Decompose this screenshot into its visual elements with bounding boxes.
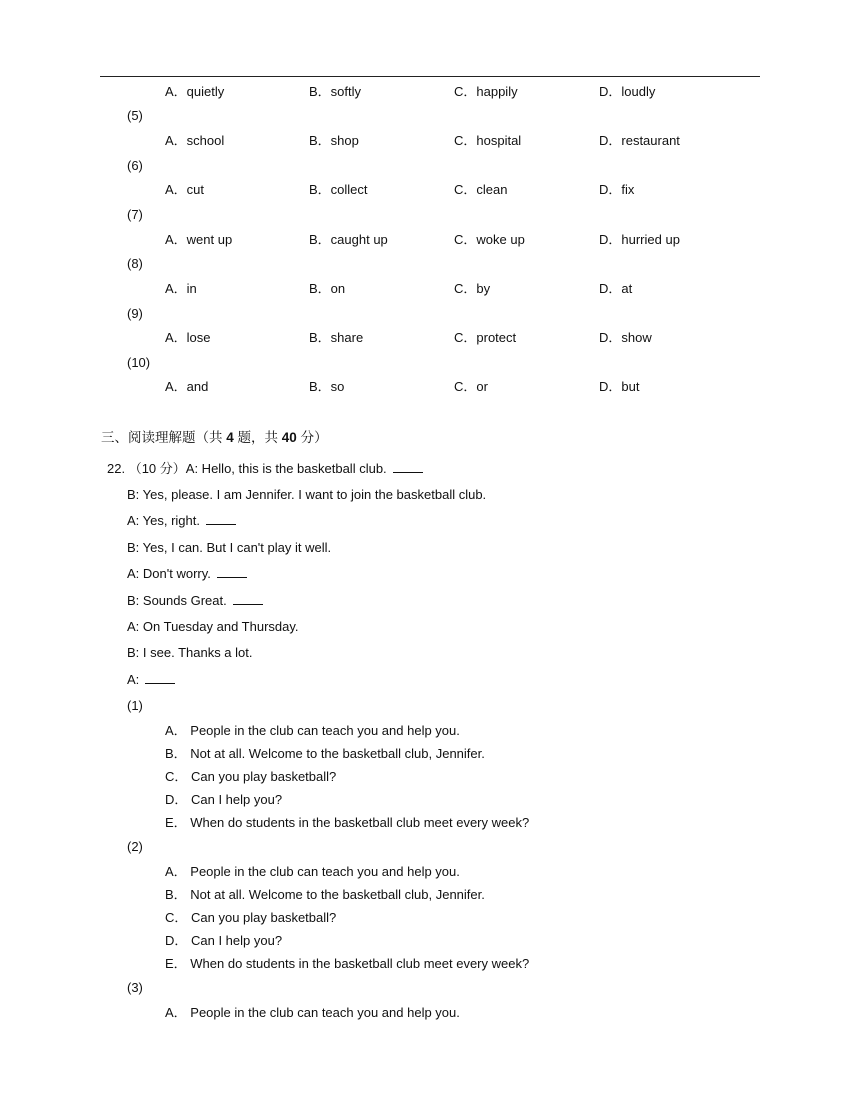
option-row <box>0 329 860 347</box>
option-b[interactable]: B．caught up <box>309 232 388 247</box>
option-b[interactable]: B．softly <box>309 84 362 99</box>
choice-c[interactable]: C． Can you play basketball? <box>165 910 337 925</box>
section-heading <box>101 429 328 447</box>
option-row <box>0 280 860 298</box>
choice-row <box>0 955 860 973</box>
question-number-row <box>0 354 860 372</box>
dialogue-text: A: On Tuesday and Thursday. <box>127 619 299 634</box>
section-question-count: 4 <box>226 430 234 445</box>
option-b[interactable]: B．on <box>309 281 346 296</box>
option-d[interactable]: D．hurried up <box>599 232 680 247</box>
choice-row <box>0 768 860 786</box>
dialogue-line <box>127 512 236 530</box>
option-c[interactable]: C．or <box>454 379 488 394</box>
dialogue-line: A: Hello, this is the basketball club. <box>185 461 387 476</box>
question-number-row <box>0 305 860 323</box>
dialogue-text: A: Don't worry. <box>127 566 211 581</box>
option-d[interactable]: D．fix <box>599 182 635 197</box>
choice-row <box>0 886 860 904</box>
choice-row <box>0 722 860 740</box>
dialogue-text: B: Yes, please. I am Jennifer. I want to join the basketball club. <box>127 487 487 502</box>
question-22-row <box>0 460 860 478</box>
choice-row <box>0 745 860 763</box>
option-c[interactable]: C．by <box>454 281 491 296</box>
header-rule <box>100 76 760 77</box>
subquestion-number-row <box>0 838 860 856</box>
question-score: （10 分） <box>128 461 186 476</box>
option-d[interactable]: D．restaurant <box>599 133 680 148</box>
option-d[interactable]: D．at <box>599 281 633 296</box>
answer-blank[interactable] <box>145 671 175 684</box>
option-row <box>0 378 860 396</box>
answer-blank[interactable] <box>233 592 263 605</box>
choice-d[interactable]: D． Can I help you? <box>165 933 283 948</box>
question-number-row <box>0 255 860 273</box>
section-points: 40 <box>281 430 297 445</box>
option-a[interactable]: A．went up <box>165 232 233 247</box>
question-number-row <box>0 206 860 224</box>
choice-row <box>0 791 860 809</box>
question-number: 22. <box>107 461 126 476</box>
choice-e[interactable]: E． When do students in the basketball club meet every week? <box>165 815 530 830</box>
choice-row <box>0 932 860 950</box>
dialogue-line <box>127 618 299 636</box>
dialogue-text: B: Yes, I can. But I can't play it well. <box>127 540 332 555</box>
choice-b[interactable]: B． Not at all. Welcome to the basketball club, Jennifer. <box>165 887 485 902</box>
question-number: (8) <box>127 256 143 271</box>
dialogue-row <box>0 618 860 636</box>
choice-b[interactable]: B． Not at all. Welcome to the basketball club, Jennifer. <box>165 746 485 761</box>
choice-row <box>0 909 860 927</box>
option-c[interactable]: C．protect <box>454 330 517 345</box>
question-number-row <box>0 157 860 175</box>
dialogue-line <box>127 644 253 662</box>
dialogue-line <box>127 671 175 689</box>
answer-blank[interactable] <box>206 512 236 525</box>
dialogue-text: A: <box>127 672 140 687</box>
question-number-row <box>0 107 860 125</box>
dialogue-row <box>0 565 860 583</box>
dialogue-text: B: Sounds Great. <box>127 593 227 608</box>
question-number: (1) <box>127 698 143 713</box>
option-d[interactable]: D．show <box>599 330 652 345</box>
option-a[interactable]: A．lose <box>165 330 211 345</box>
question-number: (10) <box>127 355 151 370</box>
dialogue-row <box>0 671 860 689</box>
choice-a[interactable]: A． People in the club can teach you and help you. <box>165 1005 460 1020</box>
choice-e[interactable]: E． When do students in the basketball club meet every week? <box>165 956 530 971</box>
option-b[interactable]: B．shop <box>309 133 359 148</box>
dialogue-text: A: Yes, right. <box>127 513 200 528</box>
option-b[interactable]: B．collect <box>309 182 368 197</box>
option-b[interactable]: B．share <box>309 330 364 345</box>
dialogue-text: B: I see. Thanks a lot. <box>127 645 253 660</box>
option-d[interactable]: D．loudly <box>599 84 656 99</box>
answer-blank[interactable] <box>217 565 247 578</box>
dialogue-line <box>127 565 247 583</box>
dialogue-line <box>127 486 486 504</box>
option-row <box>0 132 860 150</box>
subquestion-number-row <box>0 697 860 715</box>
dialogue-line <box>127 592 263 610</box>
option-a[interactable]: A．and <box>165 379 209 394</box>
choice-row <box>0 863 860 881</box>
choice-a[interactable]: A． People in the club can teach you and help you. <box>165 864 460 879</box>
dialogue-row <box>0 539 860 557</box>
dialogue-row <box>0 512 860 530</box>
question-22-header <box>107 460 423 478</box>
subquestion-number-row <box>0 979 860 997</box>
choice-row <box>0 814 860 832</box>
option-d[interactable]: D．but <box>599 379 640 394</box>
option-a[interactable]: A．quietly <box>165 84 225 99</box>
question-number: (7) <box>127 207 143 222</box>
option-a[interactable]: A．school <box>165 133 225 148</box>
answer-blank[interactable] <box>393 460 423 473</box>
option-row <box>0 181 860 199</box>
option-a[interactable]: A．in <box>165 281 197 296</box>
option-c[interactable]: C．clean <box>454 182 508 197</box>
option-c[interactable]: C．woke up <box>454 232 525 247</box>
dialogue-line <box>127 539 331 557</box>
option-c[interactable]: C．hospital <box>454 133 522 148</box>
question-number: (6) <box>127 158 143 173</box>
choice-row <box>0 1004 860 1022</box>
dialogue-row <box>0 486 860 504</box>
question-number: (5) <box>127 108 143 123</box>
option-a[interactable]: A．cut <box>165 182 205 197</box>
question-number: (9) <box>127 306 143 321</box>
option-row <box>0 231 860 249</box>
section-heading-prefix: 三、阅读理解题（共 <box>101 430 227 445</box>
question-number: (2) <box>127 839 143 854</box>
dialogue-row <box>0 644 860 662</box>
section-heading-middle: 题，共 <box>233 430 282 445</box>
option-row <box>0 83 860 101</box>
choice-c[interactable]: C． Can you play basketball? <box>165 769 337 784</box>
section-heading-suffix: 分） <box>296 430 328 445</box>
option-c[interactable]: C．happily <box>454 84 518 99</box>
question-number: (3) <box>127 980 143 995</box>
option-b[interactable]: B．so <box>309 379 345 394</box>
choice-a[interactable]: A． People in the club can teach you and help you. <box>165 723 460 738</box>
choice-d[interactable]: D． Can I help you? <box>165 792 283 807</box>
dialogue-row <box>0 592 860 610</box>
section-heading-row <box>0 429 860 447</box>
